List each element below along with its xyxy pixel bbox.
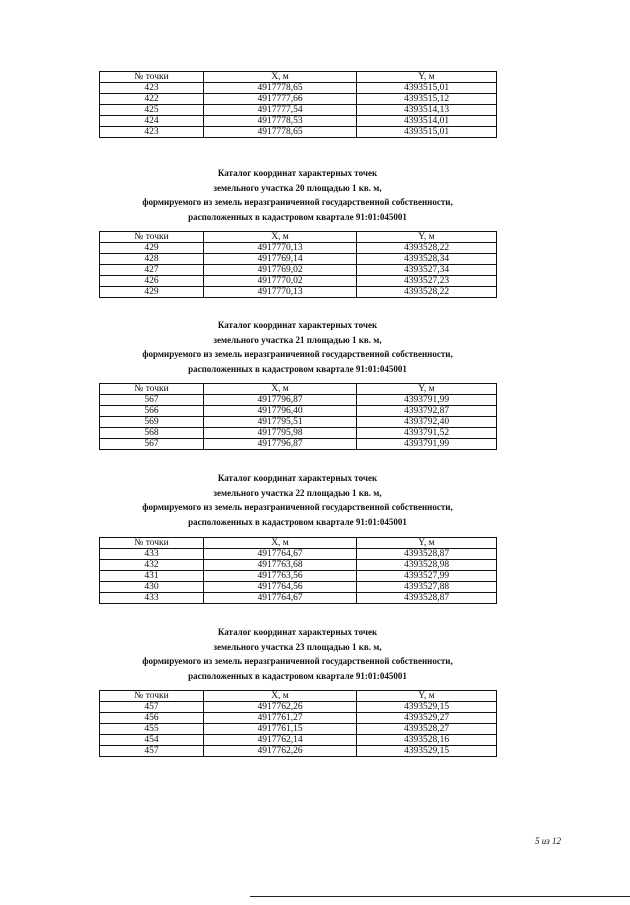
x-cell: 4917778,53 xyxy=(204,116,357,127)
y-cell: 4393792,40 xyxy=(357,417,497,428)
header-x: X, м xyxy=(204,232,357,243)
point-number-cell: 454 xyxy=(100,735,204,746)
table-header-row xyxy=(100,384,497,395)
table-row xyxy=(100,593,497,604)
y-cell: 4393528,16 xyxy=(357,735,497,746)
x-cell: 4917762,26 xyxy=(204,746,357,757)
point-number-cell: 432 xyxy=(100,560,204,571)
heading-line: Каталог координат характерных точек xyxy=(217,473,378,483)
y-cell: 4393528,98 xyxy=(357,560,497,571)
catalog-heading-section-4 xyxy=(99,625,496,683)
point-number-cell: 429 xyxy=(100,287,204,298)
y-cell: 4393791,99 xyxy=(357,439,497,450)
table-header-row xyxy=(100,232,497,243)
table-row xyxy=(100,254,497,265)
coordinate-table-section-1 xyxy=(99,231,497,298)
heading-line: формируемого из земель неразграниченной государственной собственности, xyxy=(142,197,453,207)
point-number-cell: 431 xyxy=(100,571,204,582)
table-row xyxy=(100,417,497,428)
y-cell: 4393791,52 xyxy=(357,428,497,439)
y-cell: 4393527,23 xyxy=(357,276,497,287)
x-cell: 4917796,87 xyxy=(204,395,357,406)
y-cell: 4393527,88 xyxy=(357,582,497,593)
y-cell: 4393528,87 xyxy=(357,593,497,604)
y-cell: 4393528,27 xyxy=(357,724,497,735)
x-cell: 4917770,13 xyxy=(204,243,357,254)
point-number-cell: 433 xyxy=(100,549,204,560)
table-row xyxy=(100,243,497,254)
coordinate-table-section-0 xyxy=(99,71,497,138)
y-cell: 4393529,15 xyxy=(357,702,497,713)
header-x: X, м xyxy=(204,384,357,395)
table-row xyxy=(100,560,497,571)
header-y: Y, м xyxy=(357,232,497,243)
point-number-cell: 455 xyxy=(100,724,204,735)
table-row xyxy=(100,724,497,735)
point-number-cell: 422 xyxy=(100,94,204,105)
x-cell: 4917777,66 xyxy=(204,94,357,105)
x-cell: 4917770,13 xyxy=(204,287,357,298)
table-row xyxy=(100,549,497,560)
heading-line: формируемого из земель неразграниченной государственной собственности, xyxy=(142,502,453,512)
table-row xyxy=(100,276,497,287)
y-cell: 4393527,34 xyxy=(357,265,497,276)
point-number-cell: 428 xyxy=(100,254,204,265)
table-header-row xyxy=(100,691,497,702)
coordinate-table-section-3 xyxy=(99,537,497,604)
table-row xyxy=(100,428,497,439)
point-number-cell: 426 xyxy=(100,276,204,287)
table-row xyxy=(100,105,497,116)
x-cell: 4917764,67 xyxy=(204,549,357,560)
y-cell: 4393528,34 xyxy=(357,254,497,265)
x-cell: 4917769,02 xyxy=(204,265,357,276)
y-cell: 4393514,01 xyxy=(357,116,497,127)
table-row xyxy=(100,439,497,450)
coordinate-table-section-4 xyxy=(99,690,497,757)
x-cell: 4917777,54 xyxy=(204,105,357,116)
y-cell: 4393791,99 xyxy=(357,395,497,406)
heading-line: земельного участка 21 площадью 1 кв. м, xyxy=(213,334,382,345)
x-cell: 4917761,27 xyxy=(204,713,357,724)
point-number-cell: 433 xyxy=(100,593,204,604)
y-cell: 4393792,87 xyxy=(357,406,497,417)
heading-line: формируемого из земель неразграниченной государственной собственности, xyxy=(142,656,453,666)
y-cell: 4393529,15 xyxy=(357,746,497,757)
x-cell: 4917795,51 xyxy=(204,417,357,428)
table-header-row xyxy=(100,538,497,549)
catalog-heading-section-3 xyxy=(99,471,496,529)
y-cell: 4393528,22 xyxy=(357,243,497,254)
point-number-cell: 423 xyxy=(100,83,204,94)
point-number-cell: 427 xyxy=(100,265,204,276)
header-point-number: № точки xyxy=(100,72,204,83)
table-row xyxy=(100,746,497,757)
y-cell: 4393515,12 xyxy=(357,94,497,105)
coordinate-table-section-2 xyxy=(99,383,497,450)
point-number-cell: 567 xyxy=(100,395,204,406)
y-cell: 4393514,13 xyxy=(357,105,497,116)
header-x: X, м xyxy=(204,691,357,702)
heading-line: Каталог координат характерных точек xyxy=(217,627,378,637)
table-row xyxy=(100,735,497,746)
table-row xyxy=(100,395,497,406)
point-number-cell: 429 xyxy=(100,243,204,254)
y-cell: 4393529,27 xyxy=(357,713,497,724)
x-cell: 4917778,65 xyxy=(204,127,357,138)
x-cell: 4917778,65 xyxy=(204,83,357,94)
header-y: Y, м xyxy=(357,691,497,702)
catalog-heading-section-1 xyxy=(99,166,496,224)
catalog-heading-section-2 xyxy=(99,318,496,376)
heading-line: земельного участка 20 площадью 1 кв. м, xyxy=(213,182,382,193)
header-point-number: № точки xyxy=(100,232,204,243)
table-header-row xyxy=(100,72,497,83)
x-cell: 4917796,40 xyxy=(204,406,357,417)
table-row xyxy=(100,265,497,276)
y-cell: 4393528,22 xyxy=(357,287,497,298)
x-cell: 4917761,15 xyxy=(204,724,357,735)
point-number-cell: 566 xyxy=(100,406,204,417)
y-cell: 4393515,01 xyxy=(357,83,497,94)
header-y: Y, м xyxy=(357,384,497,395)
table-row xyxy=(100,83,497,94)
y-cell: 4393527,99 xyxy=(357,571,497,582)
x-cell: 4917764,67 xyxy=(204,593,357,604)
table-row xyxy=(100,571,497,582)
x-cell: 4917770,02 xyxy=(204,276,357,287)
x-cell: 4917763,68 xyxy=(204,560,357,571)
table-row xyxy=(100,406,497,417)
x-cell: 4917796,87 xyxy=(204,439,357,450)
heading-line: расположенных в кадастровом квартале 91:01:045001 xyxy=(188,211,407,222)
heading-line: Каталог координат характерных точек xyxy=(217,320,378,330)
table-row xyxy=(100,287,497,298)
heading-line: расположенных в кадастровом квартале 91:01:045001 xyxy=(188,363,407,374)
point-number-cell: 569 xyxy=(100,417,204,428)
heading-line: формируемого из земель неразграниченной государственной собственности, xyxy=(142,349,453,359)
table-row xyxy=(100,713,497,724)
table-row xyxy=(100,582,497,593)
page-number: 5 из 12 xyxy=(535,836,562,846)
point-number-cell: 425 xyxy=(100,105,204,116)
x-cell: 4917795,98 xyxy=(204,428,357,439)
point-number-cell: 456 xyxy=(100,713,204,724)
x-cell: 4917764,56 xyxy=(204,582,357,593)
table-row xyxy=(100,702,497,713)
y-cell: 4393528,87 xyxy=(357,549,497,560)
point-number-cell: 567 xyxy=(100,439,204,450)
point-number-cell: 424 xyxy=(100,116,204,127)
header-y: Y, м xyxy=(357,538,497,549)
header-point-number: № точки xyxy=(100,384,204,395)
point-number-cell: 457 xyxy=(100,702,204,713)
header-x: X, м xyxy=(204,538,357,549)
x-cell: 4917762,26 xyxy=(204,702,357,713)
point-number-cell: 568 xyxy=(100,428,204,439)
point-number-cell: 430 xyxy=(100,582,204,593)
header-point-number: № точки xyxy=(100,538,204,549)
heading-line: расположенных в кадастровом квартале 91:01:045001 xyxy=(188,516,407,527)
header-y: Y, м xyxy=(357,72,497,83)
x-cell: 4917763,56 xyxy=(204,571,357,582)
heading-line: Каталог координат характерных точек xyxy=(217,168,378,178)
y-cell: 4393515,01 xyxy=(357,127,497,138)
table-row xyxy=(100,127,497,138)
table-row xyxy=(100,116,497,127)
x-cell: 4917769,14 xyxy=(204,254,357,265)
bottom-rule xyxy=(250,896,630,897)
heading-line: расположенных в кадастровом квартале 91:01:045001 xyxy=(188,670,407,681)
header-point-number: № точки xyxy=(100,691,204,702)
header-x: X, м xyxy=(204,72,357,83)
table-row xyxy=(100,94,497,105)
heading-line: земельного участка 23 площадью 1 кв. м, xyxy=(213,641,382,652)
point-number-cell: 423 xyxy=(100,127,204,138)
heading-line: земельного участка 22 площадью 1 кв. м, xyxy=(213,487,382,498)
x-cell: 4917762,14 xyxy=(204,735,357,746)
point-number-cell: 457 xyxy=(100,746,204,757)
